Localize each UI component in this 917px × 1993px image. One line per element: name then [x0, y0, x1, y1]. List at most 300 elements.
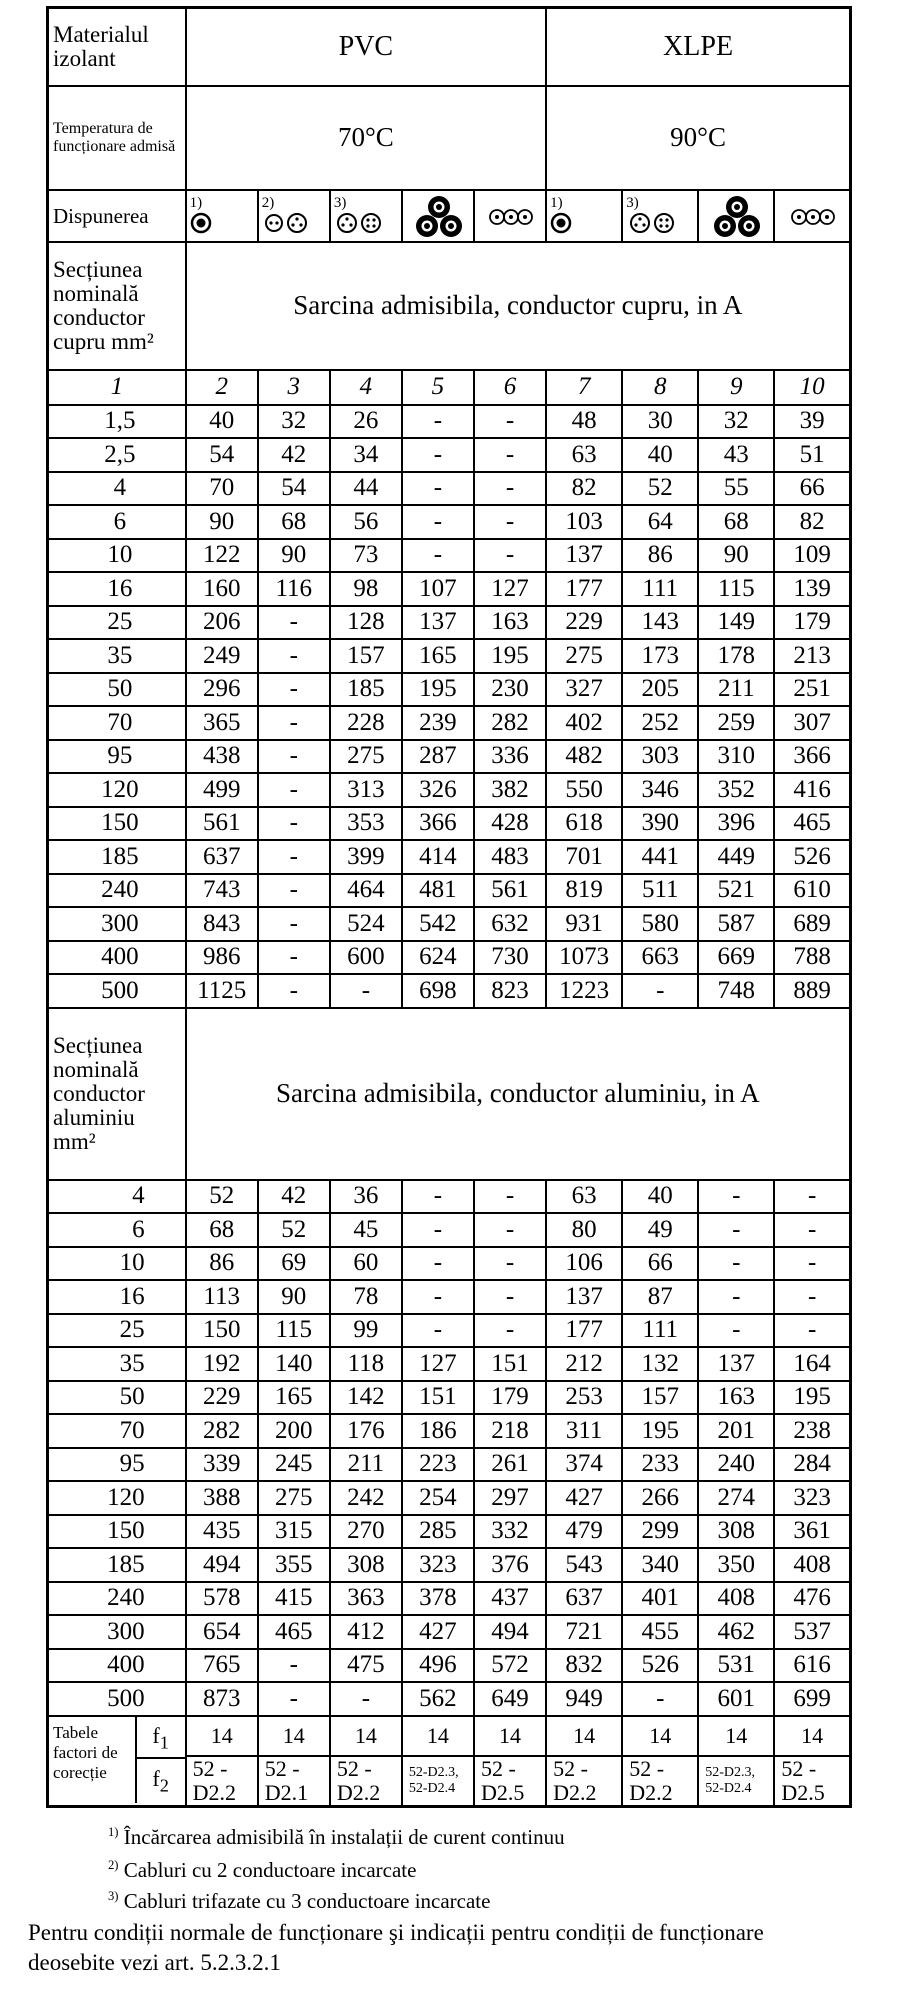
ampacity-cell: 68: [698, 505, 774, 539]
ampacity-cell: 483: [474, 840, 546, 874]
arrangement-mark-2: 2): [261, 194, 275, 211]
copper-section-label: Secțiunea nominală conductor cupru mm²: [48, 242, 186, 370]
section-cell: 300: [48, 907, 186, 941]
ampacity-cell: 462: [698, 1615, 774, 1649]
ampacity-cell: 600: [330, 941, 402, 975]
section-cell: 400: [48, 941, 186, 975]
ampacity-cell: 435: [186, 1515, 258, 1549]
ampacity-cell: 90: [186, 505, 258, 539]
ampacity-cell: 127: [474, 572, 546, 606]
ampacity-cell: 365: [186, 706, 258, 740]
column-number: 3: [258, 370, 330, 405]
ampacity-cell: 561: [186, 807, 258, 841]
ampacity-cell: -: [698, 1180, 774, 1214]
pvc-header: PVC: [186, 8, 546, 86]
ampacity-cell: 624: [402, 941, 474, 975]
footnote-3: [108, 1889, 490, 1914]
ampacity-cell: -: [474, 472, 546, 506]
ampacity-cell: 550: [546, 773, 622, 807]
ampacity-cell: 179: [474, 1381, 546, 1415]
ampacity-cell: -: [258, 773, 330, 807]
note-line-1: Pentru condiții normale de funcționare şi indicații pentru condiții de funcționare: [28, 1920, 764, 1945]
ampacity-cell: 282: [186, 1414, 258, 1448]
ampacity-cell: 251: [774, 673, 850, 707]
table-row: [48, 1280, 851, 1314]
trefoil-cable-icon: [699, 193, 774, 239]
ampacity-cell: 98: [330, 572, 402, 606]
ampacity-cell: 223: [402, 1448, 474, 1482]
ampacity-cell: 66: [774, 472, 850, 506]
ampacity-cell: -: [258, 706, 330, 740]
ampacity-cell: 40: [186, 405, 258, 439]
column-number: 8: [622, 370, 698, 405]
ampacity-cell: 69: [258, 1247, 330, 1281]
ampacity-cell: 374: [546, 1448, 622, 1482]
ampacity-cell: 326: [402, 773, 474, 807]
ampacity-cell: 416: [774, 773, 850, 807]
ampacity-cell: 669: [698, 941, 774, 975]
ampacity-cell: 542: [402, 907, 474, 941]
ampacity-cell: 253: [546, 1381, 622, 1415]
table-row: [48, 1481, 851, 1515]
f2-value: 52 - D2.2: [330, 1756, 402, 1807]
ampacity-cell: 179: [774, 606, 850, 640]
material-label: Materialul izolant: [48, 8, 186, 86]
ampacity-cell: 90: [698, 539, 774, 573]
ampacity-table-wrapper: [46, 6, 852, 1808]
ampacity-cell: 140: [258, 1347, 330, 1381]
ampacity-cell: 52: [186, 1180, 258, 1214]
ampacity-cell: 151: [402, 1381, 474, 1415]
footnote-3-mark: 3): [108, 1889, 119, 1903]
ampacity-cell: -: [698, 1247, 774, 1281]
ampacity-cell: 173: [622, 639, 698, 673]
ampacity-cell: 494: [186, 1548, 258, 1582]
table-row: [48, 1314, 851, 1348]
ampacity-cell: 87: [622, 1280, 698, 1314]
ampacity-cell: 832: [546, 1649, 622, 1683]
section-cell: 150: [48, 1515, 186, 1549]
ampacity-cell: 412: [330, 1615, 402, 1649]
ampacity-cell: 42: [258, 438, 330, 472]
ampacity-cell: 64: [622, 505, 698, 539]
ampacity-cell: 788: [774, 941, 850, 975]
ampacity-cell: 297: [474, 1481, 546, 1515]
ampacity-cell: -: [402, 505, 474, 539]
ampacity-cell: 1125: [186, 974, 258, 1008]
arrangement-mark-4: 1): [550, 194, 563, 211]
ampacity-cell: 843: [186, 907, 258, 941]
table-row: [48, 572, 851, 606]
ampacity-cell: 259: [698, 706, 774, 740]
ampacity-cell: 350: [698, 1548, 774, 1582]
ampacity-cell: 1073: [546, 941, 622, 975]
ampacity-cell: 178: [698, 639, 774, 673]
f1-value: 14: [698, 1716, 774, 1756]
ampacity-cell: 346: [622, 773, 698, 807]
arrangement-col-7: [546, 190, 622, 242]
ampacity-cell: 632: [474, 907, 546, 941]
ampacity-cell: 113: [186, 1280, 258, 1314]
ampacity-cell: 137: [546, 1280, 622, 1314]
ampacity-cell: 45: [330, 1213, 402, 1247]
ampacity-cell: 60: [330, 1247, 402, 1281]
ampacity-cell: -: [402, 1180, 474, 1214]
ampacity-cell: 366: [774, 740, 850, 774]
f2-value: 52-D2.3, 52-D2.4: [402, 1756, 474, 1807]
ampacity-cell: 496: [402, 1649, 474, 1683]
ampacity-cell: 177: [546, 1314, 622, 1348]
flat-cable-icon: [775, 193, 850, 239]
ampacity-cell: 157: [330, 639, 402, 673]
f1-value: 14: [774, 1716, 850, 1756]
ampacity-cell: 245: [258, 1448, 330, 1482]
ampacity-cell: 205: [622, 673, 698, 707]
section-cell: 150: [48, 807, 186, 841]
ampacity-cell: -: [402, 438, 474, 472]
table-row: [48, 606, 851, 640]
ampacity-cell: 122: [186, 539, 258, 573]
section-cell: 16: [48, 572, 186, 606]
correction-label: Tabele factori de corecție: [53, 1722, 118, 1782]
ampacity-cell: 213: [774, 639, 850, 673]
ampacity-cell: 415: [258, 1582, 330, 1616]
ampacity-cell: 572: [474, 1649, 546, 1683]
ampacity-cell: 332: [474, 1515, 546, 1549]
ampacity-cell: 40: [622, 438, 698, 472]
table-row: [48, 941, 851, 975]
section-cell: 95: [48, 1448, 186, 1482]
ampacity-cell: 465: [774, 807, 850, 841]
two-core-cable-icon: [259, 193, 330, 239]
ampacity-cell: 481: [402, 874, 474, 908]
ampacity-cell: 390: [622, 807, 698, 841]
table-row: [48, 706, 851, 740]
ampacity-cell: 54: [258, 472, 330, 506]
ampacity-cell: 414: [402, 840, 474, 874]
ampacity-cell: -: [330, 1682, 402, 1716]
f1-value: 14: [258, 1716, 330, 1756]
ampacity-cell: 32: [698, 405, 774, 439]
ampacity-cell: 39: [774, 405, 850, 439]
ampacity-cell: -: [474, 1314, 546, 1348]
ampacity-cell: 336: [474, 740, 546, 774]
aluminium-section-row: [48, 1008, 851, 1180]
ampacity-cell: 186: [402, 1414, 474, 1448]
aluminium-load-label: Sarcina admisibila, conductor aluminiu, in A: [186, 1008, 851, 1180]
ampacity-cell: 52: [622, 472, 698, 506]
f2-value: 52 - D2.2: [546, 1756, 622, 1807]
ampacity-cell: 388: [186, 1481, 258, 1515]
section-cell: 6: [48, 1213, 186, 1247]
ampacity-cell: 475: [330, 1649, 402, 1683]
section-cell: 120: [48, 1481, 186, 1515]
ampacity-cell: 543: [546, 1548, 622, 1582]
ampacity-cell: 239: [402, 706, 474, 740]
ampacity-cell: -: [258, 740, 330, 774]
ampacity-cell: -: [402, 539, 474, 573]
ampacity-cell: 610: [774, 874, 850, 908]
three-core-cable-icon: [331, 193, 402, 239]
section-cell: 50: [48, 1381, 186, 1415]
ampacity-cell: 80: [546, 1213, 622, 1247]
ampacity-cell: 99: [330, 1314, 402, 1348]
ampacity-cell: 353: [330, 807, 402, 841]
ampacity-cell: -: [258, 941, 330, 975]
ampacity-cell: 339: [186, 1448, 258, 1482]
ampacity-cell: 698: [402, 974, 474, 1008]
ampacity-cell: 34: [330, 438, 402, 472]
ampacity-cell: 137: [402, 606, 474, 640]
ampacity-cell: 743: [186, 874, 258, 908]
ampacity-cell: 200: [258, 1414, 330, 1448]
arrangement-mark-1: 1): [189, 194, 203, 211]
ampacity-cell: 201: [698, 1414, 774, 1448]
ampacity-cell: 587: [698, 907, 774, 941]
ampacity-cell: 270: [330, 1515, 402, 1549]
ampacity-cell: 150: [186, 1314, 258, 1348]
arrangement-label: Dispunerea: [48, 190, 186, 242]
ampacity-cell: 52: [258, 1213, 330, 1247]
ampacity-cell: 482: [546, 740, 622, 774]
section-cell: 500: [48, 1682, 186, 1716]
ampacity-cell: -: [474, 405, 546, 439]
ampacity-cell: 242: [330, 1481, 402, 1515]
three-core-cable-icon: [623, 193, 698, 239]
section-cell: 6: [48, 505, 186, 539]
ampacity-cell: 315: [258, 1515, 330, 1549]
ampacity-cell: 111: [622, 1314, 698, 1348]
material-row: [48, 8, 851, 86]
ampacity-cell: 561: [474, 874, 546, 908]
ampacity-cell: 165: [402, 639, 474, 673]
ampacity-cell: 327: [546, 673, 622, 707]
section-cell: 1,5: [48, 405, 186, 439]
flat-cable-icon: [475, 193, 546, 239]
ampacity-cell: 476: [774, 1582, 850, 1616]
footnote-1: [108, 1825, 565, 1850]
ampacity-cell: 363: [330, 1582, 402, 1616]
ampacity-cell: 44: [330, 472, 402, 506]
ampacity-cell: 90: [258, 539, 330, 573]
ampacity-cell: 137: [698, 1347, 774, 1381]
ampacity-cell: 103: [546, 505, 622, 539]
ampacity-cell: 521: [698, 874, 774, 908]
section-cell: 400: [48, 1649, 186, 1683]
ampacity-cell: 323: [774, 1481, 850, 1515]
ampacity-cell: 274: [698, 1481, 774, 1515]
ampacity-cell: 252: [622, 706, 698, 740]
ampacity-cell: -: [474, 1213, 546, 1247]
ampacity-cell: -: [402, 1213, 474, 1247]
ampacity-cell: 230: [474, 673, 546, 707]
aluminium-section-label: Secțiunea nominală conductor aluminiu mm²: [48, 1008, 186, 1180]
footnote-1-mark: 1): [108, 1825, 119, 1839]
ampacity-cell: 479: [546, 1515, 622, 1549]
ampacity-cell: 823: [474, 974, 546, 1008]
ampacity-cell: -: [258, 874, 330, 908]
ampacity-cell: 78: [330, 1280, 402, 1314]
temperature-pvc: 70°C: [186, 86, 546, 190]
column-number: 7: [546, 370, 622, 405]
arrangement-col-8: [622, 190, 698, 242]
ampacity-cell: 562: [402, 1682, 474, 1716]
ampacity-cell: 427: [546, 1481, 622, 1515]
ampacity-cell: 185: [330, 673, 402, 707]
table-row: [48, 1615, 851, 1649]
ampacity-cell: 149: [698, 606, 774, 640]
ampacity-cell: 526: [622, 1649, 698, 1683]
ampacity-cell: 931: [546, 907, 622, 941]
table-row: [48, 1247, 851, 1281]
section-cell: 35: [48, 639, 186, 673]
arrangement-row: [48, 190, 851, 242]
f2-value: 52 - D2.5: [474, 1756, 546, 1807]
ampacity-cell: 618: [546, 807, 622, 841]
ampacity-cell: 109: [774, 539, 850, 573]
arrangement-col-3: [258, 190, 330, 242]
ampacity-cell: 819: [546, 874, 622, 908]
ampacity-cell: -: [698, 1280, 774, 1314]
arrangement-col-9: [698, 190, 774, 242]
ampacity-cell: 163: [474, 606, 546, 640]
section-cell: 2,5: [48, 438, 186, 472]
ampacity-cell: 238: [774, 1414, 850, 1448]
ampacity-cell: 73: [330, 539, 402, 573]
ampacity-cell: 151: [474, 1347, 546, 1381]
ampacity-cell: 192: [186, 1347, 258, 1381]
footnote-1-text: Încărcarea admisibilă în instalații de curent continuu: [123, 1825, 565, 1849]
copper-section-row: [48, 242, 851, 370]
f1-value: 14: [186, 1716, 258, 1756]
ampacity-cell: 376: [474, 1548, 546, 1582]
ampacity-cell: -: [258, 1682, 330, 1716]
ampacity-cell: 90: [258, 1280, 330, 1314]
ampacity-cell: 115: [698, 572, 774, 606]
ampacity-cell: 616: [774, 1649, 850, 1683]
arrangement-mark-3: 3): [333, 194, 347, 211]
ampacity-cell: 663: [622, 941, 698, 975]
ampacity-cell: 106: [546, 1247, 622, 1281]
ampacity-cell: -: [474, 505, 546, 539]
section-cell: 185: [48, 1548, 186, 1582]
ampacity-cell: 580: [622, 907, 698, 941]
table-row: [48, 472, 851, 506]
ampacity-cell: -: [774, 1213, 850, 1247]
ampacity-cell: 212: [546, 1347, 622, 1381]
f2-value: 52 - D2.5: [774, 1756, 850, 1807]
ampacity-cell: 48: [546, 405, 622, 439]
ampacity-cell: 266: [622, 1481, 698, 1515]
ampacity-cell: -: [622, 1682, 698, 1716]
ampacity-cell: -: [258, 606, 330, 640]
ampacity-cell: 211: [330, 1448, 402, 1482]
ampacity-cell: 284: [774, 1448, 850, 1482]
ampacity-cell: -: [402, 1314, 474, 1348]
ampacity-cell: 464: [330, 874, 402, 908]
ampacity-cell: 275: [330, 740, 402, 774]
correction-label-cell: [48, 1716, 186, 1807]
ampacity-cell: 195: [474, 639, 546, 673]
ampacity-cell: -: [258, 907, 330, 941]
ampacity-cell: 699: [774, 1682, 850, 1716]
ampacity-cell: 40: [622, 1180, 698, 1214]
section-cell: 16: [48, 1280, 186, 1314]
ampacity-cell: 177: [546, 572, 622, 606]
ampacity-cell: 355: [258, 1548, 330, 1582]
table-row: [48, 807, 851, 841]
ampacity-cell: 261: [474, 1448, 546, 1482]
section-cell: 25: [48, 1314, 186, 1348]
ampacity-cell: 275: [546, 639, 622, 673]
table-row: [48, 740, 851, 774]
ampacity-cell: -: [258, 639, 330, 673]
ampacity-cell: 465: [258, 1615, 330, 1649]
ampacity-cell: 311: [546, 1414, 622, 1448]
column-number: 5: [402, 370, 474, 405]
column-number: 2: [186, 370, 258, 405]
ampacity-cell: 511: [622, 874, 698, 908]
ampacity-cell: -: [774, 1180, 850, 1214]
footnote-3-text: Cabluri trifazate cu 3 conductoare incarcate: [123, 1889, 491, 1913]
section-cell: 10: [48, 1247, 186, 1281]
table-row: [48, 1448, 851, 1482]
ampacity-cell: -: [258, 840, 330, 874]
ampacity-cell: 137: [546, 539, 622, 573]
footnote-2-mark: 2): [108, 1858, 119, 1872]
ampacity-cell: 164: [774, 1347, 850, 1381]
ampacity-cell: 494: [474, 1615, 546, 1649]
ampacity-cell: 427: [402, 1615, 474, 1649]
ampacity-cell: 218: [474, 1414, 546, 1448]
table-row: [48, 907, 851, 941]
ampacity-cell: 1223: [546, 974, 622, 1008]
ampacity-cell: 382: [474, 773, 546, 807]
table-row: [48, 539, 851, 573]
ampacity-cell: 637: [186, 840, 258, 874]
trefoil-cable-icon: [403, 193, 474, 239]
single-core-cable-icon: [187, 193, 258, 239]
ampacity-cell: 408: [774, 1548, 850, 1582]
ampacity-cell: 949: [546, 1682, 622, 1716]
ampacity-cell: 43: [698, 438, 774, 472]
ampacity-cell: 730: [474, 941, 546, 975]
ampacity-cell: 160: [186, 572, 258, 606]
single-core-cable-icon: [547, 193, 622, 239]
ampacity-cell: 449: [698, 840, 774, 874]
ampacity-cell: 42: [258, 1180, 330, 1214]
ampacity-cell: 654: [186, 1615, 258, 1649]
ampacity-cell: -: [402, 472, 474, 506]
ampacity-cell: 55: [698, 472, 774, 506]
ampacity-cell: 143: [622, 606, 698, 640]
ampacity-cell: 437: [474, 1582, 546, 1616]
table-row: [48, 505, 851, 539]
ampacity-cell: 366: [402, 807, 474, 841]
table-row: [48, 840, 851, 874]
f1-value: 14: [330, 1716, 402, 1756]
column-number: 10: [774, 370, 850, 405]
ampacity-cell: 537: [774, 1615, 850, 1649]
ampacity-cell: 211: [698, 673, 774, 707]
ampacity-cell: 176: [330, 1414, 402, 1448]
ampacity-cell: 323: [402, 1548, 474, 1582]
table-row: [48, 438, 851, 472]
ampacity-cell: 701: [546, 840, 622, 874]
arrangement-col-2: [186, 190, 258, 242]
ampacity-cell: 86: [186, 1247, 258, 1281]
table-row: [48, 974, 851, 1008]
